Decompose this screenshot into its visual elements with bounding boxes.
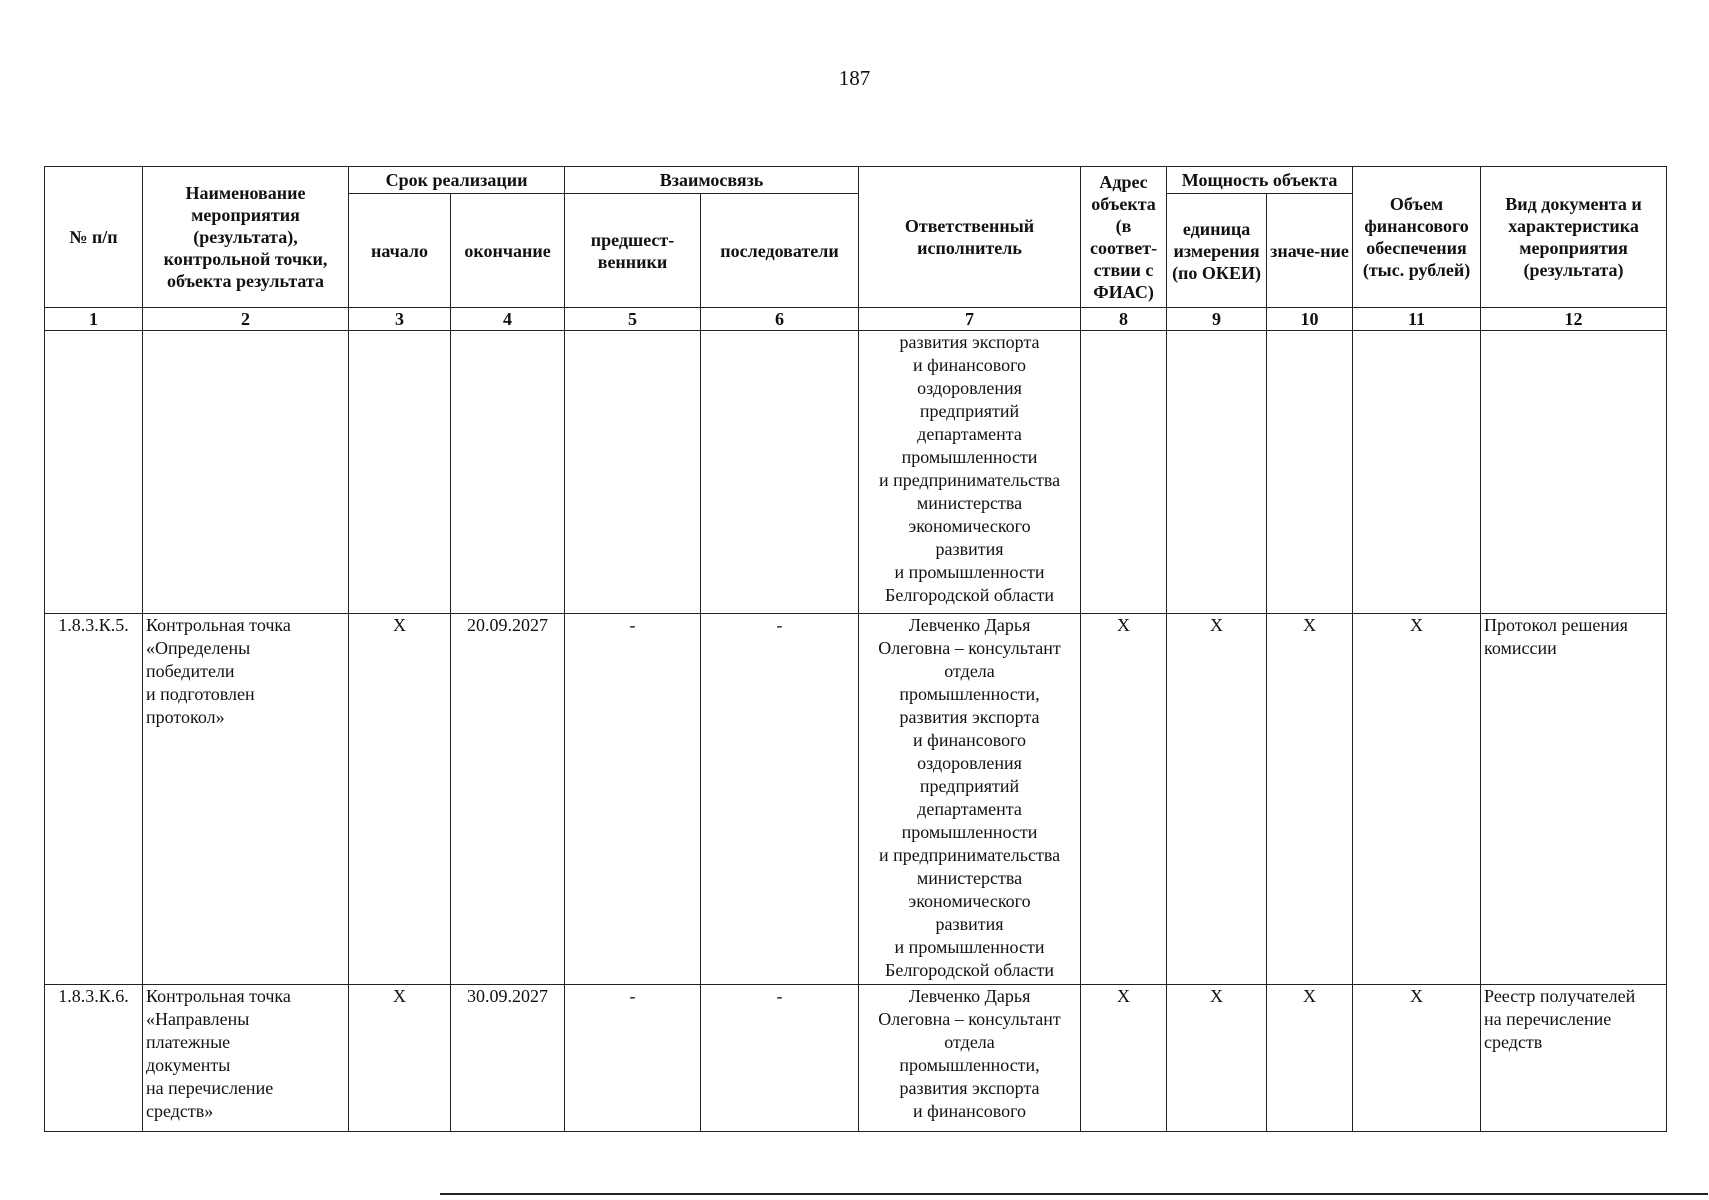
- cell-line: протокол»: [146, 707, 225, 727]
- cell-line: Олеговна – консультант: [878, 1009, 1061, 1029]
- column-number: 4: [451, 308, 565, 331]
- row-predecessors: -: [565, 614, 701, 985]
- cell-line: Белгородской области: [885, 585, 1055, 605]
- cell-line: комиссии: [1484, 638, 1557, 658]
- bottom-rule: [440, 1193, 1708, 1195]
- column-number: 6: [701, 308, 859, 331]
- cell-line: Левченко Дарья: [908, 615, 1031, 635]
- cell-line: средств»: [146, 1101, 214, 1121]
- cell-line: развития экспорта: [899, 1078, 1040, 1098]
- cell-line: развития: [935, 539, 1004, 559]
- cell-line: оздоровления: [917, 378, 1022, 398]
- cell-line: на перечисление: [146, 1078, 274, 1098]
- header-group-capacity: Мощность объекта: [1167, 167, 1353, 194]
- row-successors: -: [701, 614, 859, 985]
- table-row: [45, 985, 1667, 1132]
- cell-line: развития экспорта: [899, 332, 1040, 352]
- cell-line: министерства: [916, 868, 1023, 888]
- cell-line: «Определены: [146, 638, 251, 658]
- row-name: [143, 331, 349, 614]
- cell-line: развития: [935, 914, 1004, 934]
- cell-line: Олеговна – консультант: [878, 638, 1061, 658]
- row-successors: -: [701, 985, 859, 1132]
- row-number: 1.8.3.К.5.: [45, 614, 143, 985]
- row-predecessors: -: [565, 985, 701, 1132]
- cell-line: предприятий: [919, 776, 1020, 796]
- cell-line: оздоровления: [917, 753, 1022, 773]
- row-unit: [1167, 331, 1267, 614]
- activity-plan-table: [44, 166, 1667, 1132]
- column-number: 1: [45, 308, 143, 331]
- header-finance: Объем финансового обеспечения (тыс. рублей): [1353, 167, 1481, 308]
- column-number: 12: [1481, 308, 1667, 331]
- row-finance: X: [1353, 985, 1481, 1132]
- header-predecessors: предшест-венники: [565, 194, 701, 308]
- row-start: X: [349, 614, 451, 985]
- column-number: 10: [1267, 308, 1353, 331]
- row-end: [451, 331, 565, 614]
- cell-line: и предпринимательства: [878, 845, 1061, 865]
- row-address: X: [1081, 614, 1167, 985]
- cell-line: и подготовлен: [146, 684, 255, 704]
- cell-line: и финансового: [913, 355, 1027, 375]
- cell-line: департамента: [917, 799, 1022, 819]
- column-number: 3: [349, 308, 451, 331]
- header-successors: последователи: [701, 194, 859, 308]
- cell-line: «Направлены: [146, 1009, 250, 1029]
- row-document: [1481, 614, 1667, 985]
- cell-line: Белгородской области: [885, 960, 1055, 980]
- row-number: [45, 331, 143, 614]
- cell-line: экономического: [908, 516, 1031, 536]
- header-value: значе-ние: [1267, 194, 1353, 308]
- column-number: 7: [859, 308, 1081, 331]
- row-finance: X: [1353, 614, 1481, 985]
- row-document: [1481, 985, 1667, 1132]
- cell-line: промышленности: [901, 822, 1038, 842]
- cell-line: и предпринимательства: [878, 470, 1061, 490]
- table-row: [45, 331, 1667, 614]
- header-unit: единица измерения (по ОКЕИ): [1167, 194, 1267, 308]
- cell-line: отдела: [944, 1032, 995, 1052]
- cell-line: промышленности,: [899, 1055, 1040, 1075]
- row-responsible: [859, 331, 1081, 614]
- header-name: Наименование мероприятия (результата), контрольной точки, объекта результата: [143, 167, 349, 308]
- header-number: № п/п: [45, 167, 143, 308]
- cell-line: Реестр получателей: [1484, 986, 1636, 1006]
- row-successors: [701, 331, 859, 614]
- row-value: X: [1267, 985, 1353, 1132]
- cell-line: документы: [146, 1055, 231, 1075]
- row-start: [349, 331, 451, 614]
- cell-line: предприятий: [919, 401, 1020, 421]
- header-address: Адрес объекта (в соответ-ствии с ФИАС): [1081, 167, 1167, 308]
- table-row: [45, 614, 1667, 985]
- row-address: X: [1081, 985, 1167, 1132]
- cell-line: отдела: [944, 661, 995, 681]
- header-end: окончание: [451, 194, 565, 308]
- cell-line: и промышленности: [894, 562, 1045, 582]
- header-start: начало: [349, 194, 451, 308]
- row-end: 30.09.2027: [451, 985, 565, 1132]
- header-group-term: Срок реализации: [349, 167, 565, 194]
- cell-line: промышленности,: [899, 684, 1040, 704]
- row-finance: [1353, 331, 1481, 614]
- row-document: [1481, 331, 1667, 614]
- row-unit: X: [1167, 985, 1267, 1132]
- row-name: [143, 985, 349, 1132]
- row-unit: X: [1167, 614, 1267, 985]
- cell-line: и финансового: [913, 730, 1027, 750]
- column-number: 8: [1081, 308, 1167, 331]
- row-name: [143, 614, 349, 985]
- cell-line: промышленности: [901, 447, 1038, 467]
- cell-line: и промышленности: [894, 937, 1045, 957]
- row-end: 20.09.2027: [451, 614, 565, 985]
- cell-line: и финансового: [913, 1101, 1027, 1121]
- cell-line: развития экспорта: [899, 707, 1040, 727]
- column-number: 5: [565, 308, 701, 331]
- header-group-link: Взаимосвязь: [565, 167, 859, 194]
- page-number: 187: [838, 66, 871, 90]
- cell-line: Контрольная точка: [146, 615, 291, 635]
- row-responsible: [859, 985, 1081, 1132]
- row-responsible: [859, 614, 1081, 985]
- header-document: Вид документа и характеристика мероприятия (результата): [1481, 167, 1667, 308]
- row-start: X: [349, 985, 451, 1132]
- row-address: [1081, 331, 1167, 614]
- cell-line: средств: [1484, 1032, 1543, 1052]
- cell-line: экономического: [908, 891, 1031, 911]
- cell-line: Протокол решения: [1484, 615, 1628, 635]
- cell-line: Контрольная точка: [146, 986, 291, 1006]
- cell-line: Левченко Дарья: [908, 986, 1031, 1006]
- cell-line: на перечисление: [1484, 1009, 1612, 1029]
- row-number: 1.8.3.К.6.: [45, 985, 143, 1132]
- header-responsible: Ответственный исполнитель: [859, 167, 1081, 308]
- cell-line: победители: [146, 661, 235, 681]
- row-value: X: [1267, 614, 1353, 985]
- column-number: 9: [1167, 308, 1267, 331]
- row-value: [1267, 331, 1353, 614]
- column-number: 11: [1353, 308, 1481, 331]
- column-number: 2: [143, 308, 349, 331]
- cell-line: платежные: [146, 1032, 231, 1052]
- cell-line: министерства: [916, 493, 1023, 513]
- cell-line: департамента: [917, 424, 1022, 444]
- row-predecessors: [565, 331, 701, 614]
